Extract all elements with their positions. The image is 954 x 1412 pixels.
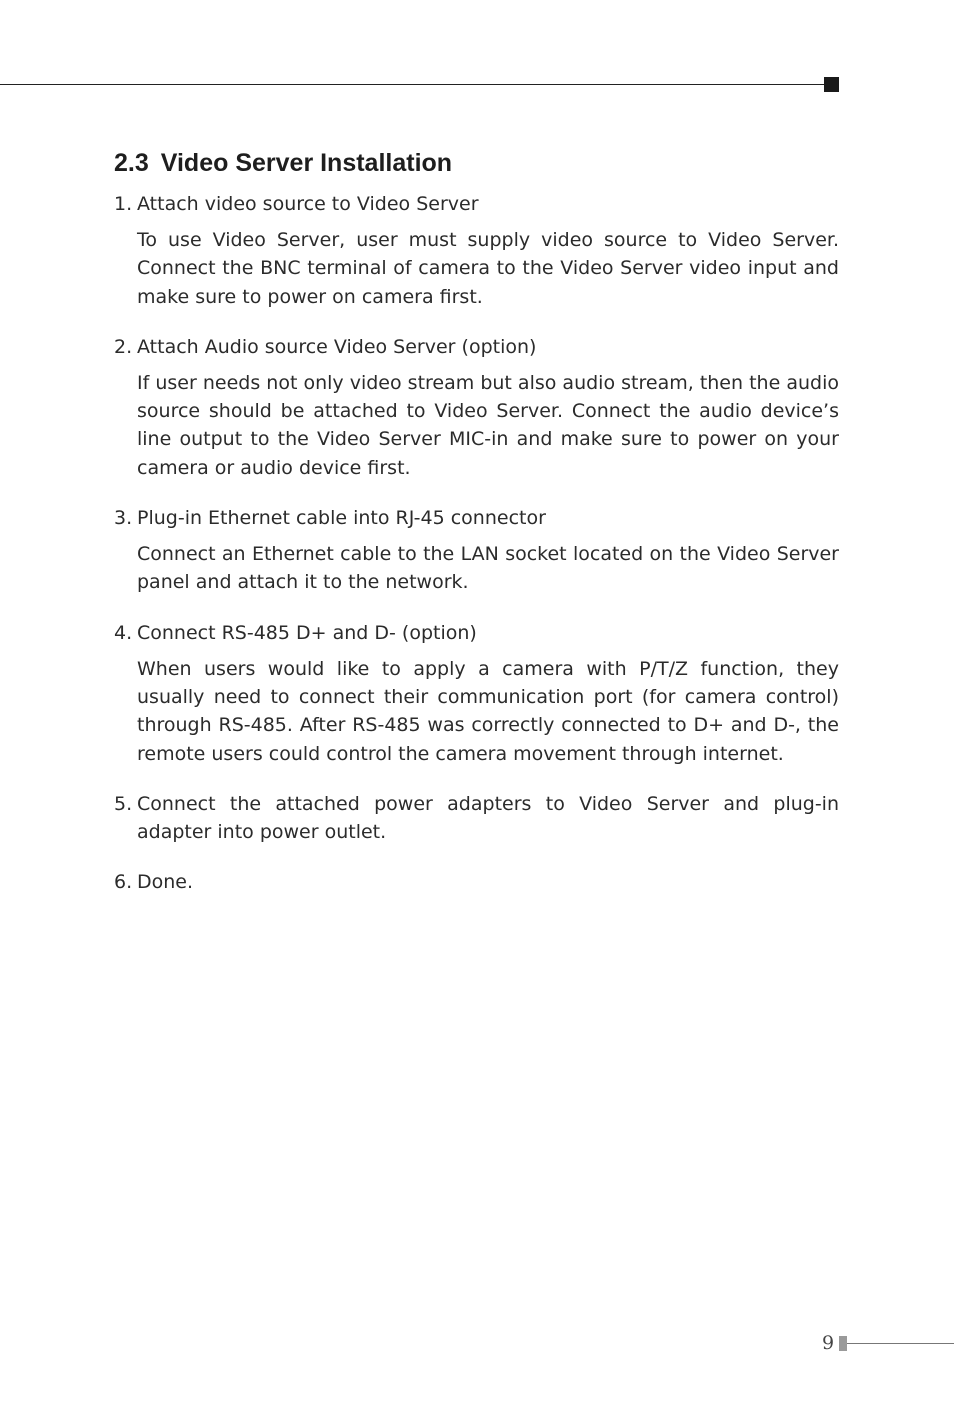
list-item xyxy=(114,790,839,846)
step-number: 6. xyxy=(114,870,133,893)
step-heading: Done. xyxy=(137,870,194,893)
footer-rule xyxy=(847,1343,954,1344)
step-heading: Plug-in Ethernet cable into RJ-45 connector xyxy=(137,507,546,530)
page-content xyxy=(114,146,839,918)
header-rule xyxy=(0,84,826,85)
list-item xyxy=(114,504,839,597)
page-number: 9 xyxy=(822,1332,835,1354)
step-body: When users would like to apply a camera with P/T/Z function, they usually need to connect their communication port (for camera control) through RS-485. After RS-485 was correctly connected to D+ and D-, the remote users could control the camera movement through internet. xyxy=(137,657,839,765)
section-title xyxy=(114,146,839,180)
installation-steps xyxy=(114,190,839,896)
step-body: Connect an Ethernet cable to the LAN socket located on the Video Server panel and attach it to the network. xyxy=(137,543,839,594)
step-heading: Connect RS-485 D+ and D- (option) xyxy=(137,621,477,644)
step-body: If user needs not only video stream but also audio stream, then the audio source should be attached to Video Server. Connect the audio device’s line output to the Video Server MIC-in and make sure to power on your camera or audio device first. xyxy=(137,371,839,479)
list-item xyxy=(114,619,839,768)
section-number: 2.3 xyxy=(114,149,149,177)
step-number: 3. xyxy=(114,507,133,530)
step-heading: Attach Audio source Video Server (option) xyxy=(137,335,537,358)
step-body: To use Video Server, user must supply video source to Video Server. Connect the BNC terminal of camera to the Video Server video input and make sure to power on camera first. xyxy=(137,229,839,308)
step-number: 2. xyxy=(114,335,133,358)
step-number: 1. xyxy=(114,193,133,215)
step-heading: Attach video source to Video Server xyxy=(137,193,479,215)
step-heading: Connect the attached power adapters to Video Server and plug-in adapter into power outlet. xyxy=(137,792,839,843)
section-title-text: Video Server Installation xyxy=(160,149,453,177)
step-number: 4. xyxy=(114,621,133,644)
list-item xyxy=(114,868,839,896)
list-item xyxy=(114,333,839,482)
list-item xyxy=(114,190,839,311)
step-number: 5. xyxy=(114,792,133,815)
header-square-marker xyxy=(824,77,839,92)
footer-square-marker xyxy=(839,1336,847,1351)
